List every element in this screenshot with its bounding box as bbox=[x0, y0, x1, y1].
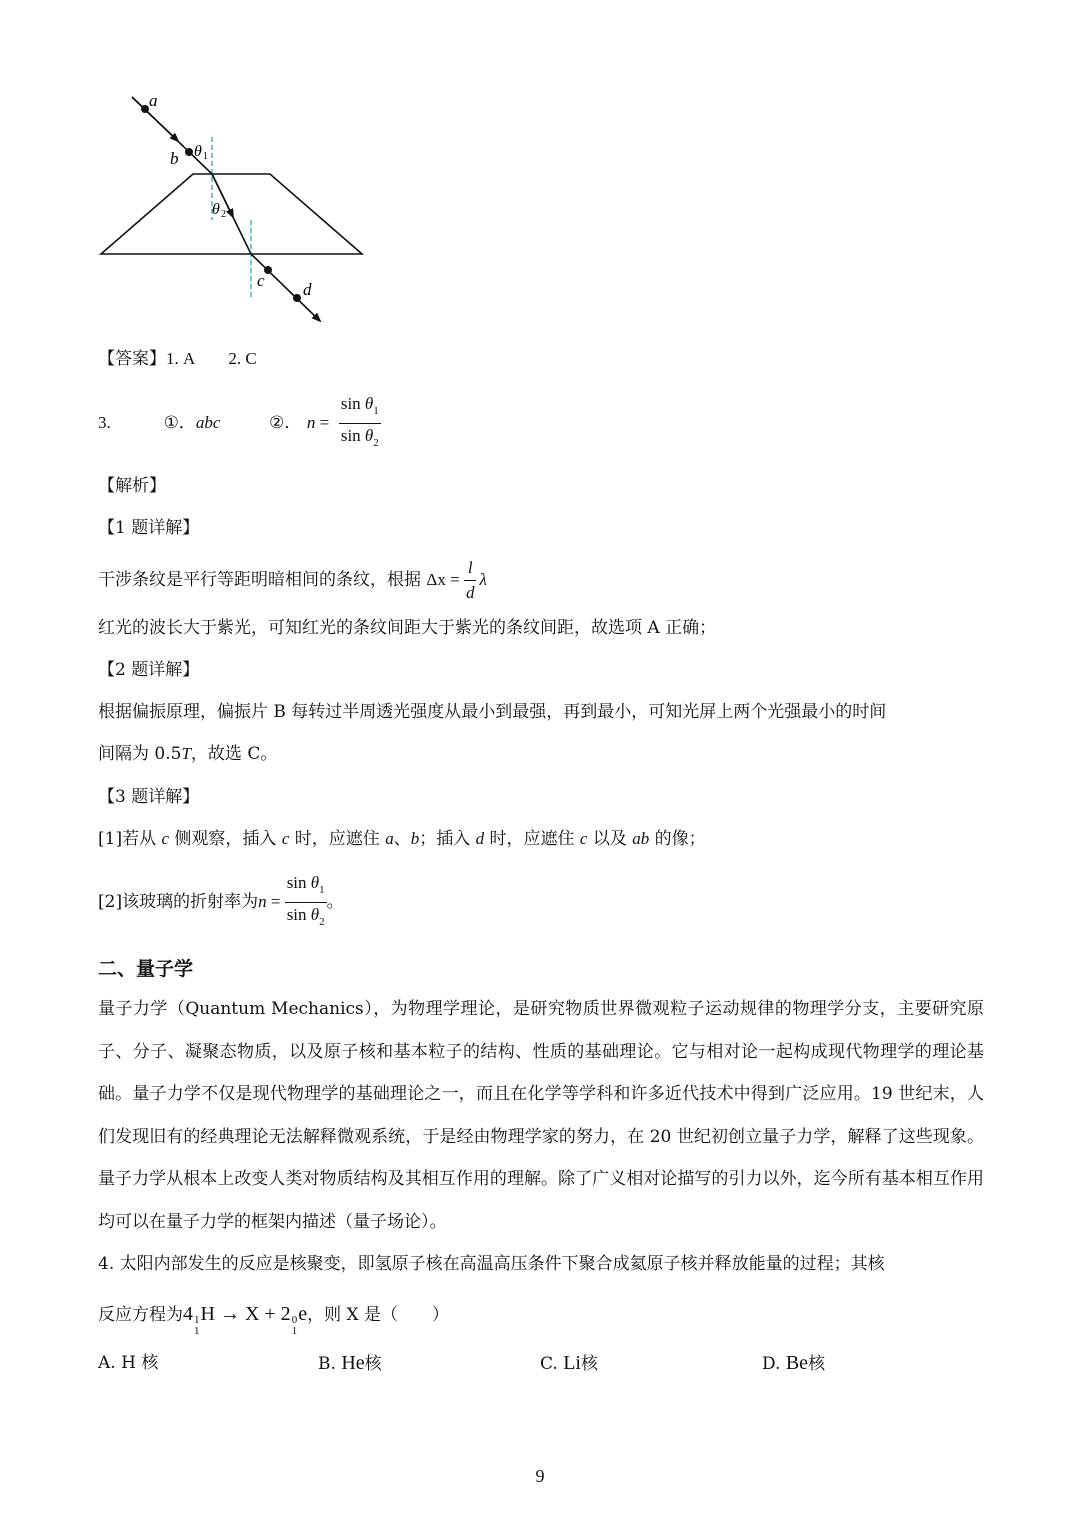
q3-line2: [2]该玻璃的折射率为n = $\frac{\sin \theta_1}{\sin \theta_2}$ 。 bbox=[98, 872, 344, 928]
option-b[interactable]: B. He核 bbox=[318, 1352, 382, 1374]
q2-line1: 根据偏振原理，偏振片 B 每转过半周透光强度从最小到最强，再到最小，可知光屏上两个光强最小的时间 bbox=[98, 702, 887, 722]
answer-3-line bbox=[98, 393, 381, 449]
answer-line bbox=[98, 347, 257, 371]
answer-3-n: n bbox=[306, 413, 316, 432]
pin-d bbox=[293, 294, 301, 302]
section-title: 二、量子学 bbox=[98, 958, 194, 980]
answer-3-part2: ②． bbox=[269, 413, 302, 433]
analysis-label: 【解析】 bbox=[98, 476, 166, 496]
label-c: c bbox=[257, 271, 265, 290]
refraction-diagram bbox=[90, 85, 380, 335]
answer-3-equals: = bbox=[315, 413, 334, 432]
q2-line2: 间隔为 0.5T，故选 C。 bbox=[98, 744, 278, 764]
option-c[interactable]: C. Li核 bbox=[540, 1352, 598, 1374]
answer-items: 1. A 2. C bbox=[166, 349, 257, 368]
answer-3-fraction: $\frac{\sin \theta_1}{\sin \theta_2}$ bbox=[340, 394, 379, 449]
answer-3-number: 3. bbox=[98, 413, 111, 432]
q2-header: 【2 题详解】 bbox=[98, 660, 200, 680]
pin-a bbox=[141, 105, 149, 113]
q1-line2: 红光的波长大于紫光，可知红光的条纹间距大于紫光的条纹间距，故选项 A 正确； bbox=[98, 618, 717, 638]
label-d: d bbox=[303, 280, 312, 299]
pin-c bbox=[264, 266, 272, 274]
nuclear-equation: 4 1 1 H → X + 2 0 1 e bbox=[183, 1303, 308, 1337]
q1-header: 【1 题详解】 bbox=[98, 518, 200, 538]
q4-line1: 4. 太阳内部发生的反应是核聚变，即氢原子核在高温高压条件下聚合成氦原子核并释放能量的过程；其核 bbox=[98, 1254, 885, 1274]
pin-b bbox=[185, 148, 193, 156]
lambda: λ bbox=[479, 570, 487, 589]
q3-header: 【3 题详解】 bbox=[98, 787, 200, 807]
answer-3-part1: ①． bbox=[163, 413, 196, 433]
refractive-index-fraction: $\frac{\sin \theta_1}{\sin \theta_2}$ bbox=[286, 873, 325, 928]
delta-x: Δx = bbox=[426, 570, 464, 589]
answer-label: 【答案】 bbox=[98, 349, 166, 369]
fringe-fraction: $\frac{l}{d}$ bbox=[465, 558, 475, 602]
label-theta1-sub: 1 bbox=[203, 151, 208, 162]
option-d[interactable]: D. Be核 bbox=[762, 1352, 826, 1374]
label-a: a bbox=[149, 91, 158, 110]
label-b: b bbox=[170, 149, 179, 168]
q1-line1: 干涉条纹是平行等距明暗相间的条纹，根据 Δx = $\frac{l}{d}$ λ bbox=[98, 558, 487, 602]
q3-line1: [1]若从 c 侧观察，插入 c 时，应遮住 a、b；插入 d 时，应遮住 c 以及 ab 的像； bbox=[98, 829, 706, 849]
quantum-paragraph: 量子力学（Quantum Mechanics），为物理学理论，是研究物质世界微观粒子运动规律的物理学分支，主要研究原子、分子、凝聚态物质，以及原子核和基本粒子的结构、性质的基础理论。它与相对论一起构成现代物理学的理论基础。量子力学不仅是现代物理学的基础理论之一，而且在化学等学科和许多近代技术中得到广泛应用。19 世纪末，人们发现旧有的经典理论无法解释微观系统，于是经由物理学家的努力，在 20 世纪初创立量子力学，解释了这些现象。量子力学从根本上改变人类对物质结构及其相互作用的理解。除了广义相对论描写的引力以外，迄今所有基本相互作用均可以在量子力学的框架内描述（量子场论）。 bbox=[98, 999, 984, 1232]
answer-3-part1-value: abc bbox=[195, 413, 221, 432]
label-theta2: θ bbox=[212, 201, 220, 218]
q4-line2: 反应方程为4 1 1 H → X + 2 0 1 e，则 X 是（ ） bbox=[98, 1303, 449, 1337]
page-number: 9 bbox=[535, 1466, 545, 1486]
label-theta1: θ bbox=[194, 143, 202, 160]
label-theta2-sub: 2 bbox=[221, 209, 226, 220]
option-a[interactable]: A. H 核 bbox=[98, 1353, 159, 1373]
